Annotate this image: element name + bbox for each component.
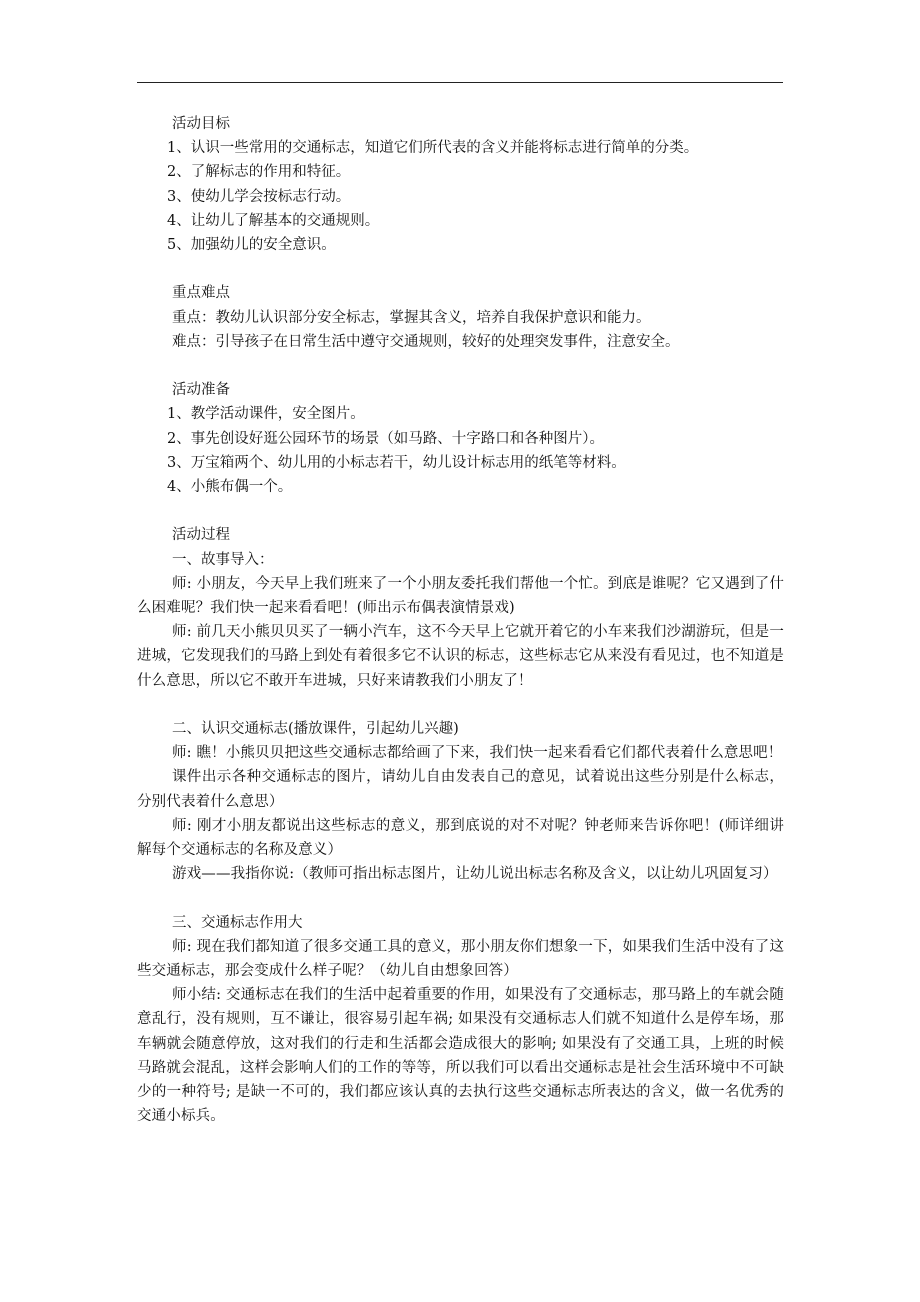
key-point-item: 重点：教幼儿认识部分安全标志，掌握其含义，培养自我保护意识和能力。 bbox=[172, 309, 651, 326]
process-part3-section bbox=[137, 911, 784, 1129]
process-part1-paragraph: 师: 前几天小熊贝贝买了一辆小汽车，这不今天早上它就开着它的小车来我们沙湖游玩，但是一进城，它发现我们的马路上到处有着很多它不认识的标志，这些标志它从来没有看见过，也不知道是什么意思，所以它不敢开车进城，只好来请教我们小朋友了！ bbox=[137, 624, 784, 689]
process-section bbox=[137, 523, 784, 692]
preparation-section bbox=[167, 378, 784, 499]
process-part2-paragraph: 师: 刚才小朋友都说出这些标志的意义，那到底说的对不对呢？钟老师来告诉你吧！(师详细讲解每个交通标志的名称及意义） bbox=[137, 817, 784, 859]
preparation-item: 1、教学活动课件，安全图片。 bbox=[167, 406, 365, 423]
goals-item: 5、加强幼儿的安全意识。 bbox=[167, 237, 336, 254]
preparation-item: 3、万宝箱两个、幼儿用的小标志若干，幼儿设计标志用的纸笔等材料。 bbox=[167, 454, 626, 471]
key-point-item: 难点：引导孩子在日常生活中遵守交通规则，较好的处理突发事件，注意安全。 bbox=[172, 333, 680, 350]
preparation-heading: 活动准备 bbox=[172, 382, 230, 399]
preparation-item: 2、事先创设好逛公园环节的场景（如马路、十字路口和各种图片）。 bbox=[167, 430, 604, 447]
process-part3-paragraph: 师: 现在我们都知道了很多交通工具的意义，那小朋友你们想象一下，如果我们生活中没有了这些交通标志，那会变成什么样子呢？（幼儿自由想象回答） bbox=[137, 938, 784, 980]
goals-heading: 活动目标 bbox=[172, 116, 230, 132]
process-part3-title: 三、交通标志作用大 bbox=[172, 914, 303, 931]
goals-section bbox=[167, 112, 784, 257]
process-part1-paragraph: 师: 小朋友，今天早上我们班来了一个小朋友委托我们帮他一个忙。到底是谁呢？它又遇到了什么困难呢？我们快一起来看看吧！(师出示布偶表演情景戏) bbox=[137, 575, 784, 617]
goals-item: 2、了解标志的作用和特征。 bbox=[167, 164, 351, 181]
header-rule bbox=[137, 82, 783, 83]
process-part3-paragraph: 师小结: 交通标志在我们的生活中起着重要的作用，如果没有了交通标志，那马路上的车就会随意乱行，没有规则，互不谦让，很容易引起车祸; 如果没有交通标志人们就不知道什么是停车场，那车辆就会随意停放，这对我们的行走和生活都会造成很大的影响; 如果没有了交通工具，上班的时候马路就会混乱，这样会影响人们的工作的等等，所以我们可以看出交通标志是社会生活环境中不可缺少的一种符号; 是缺一不可的，我们都应该认真的去执行这些交通标志所表达的含义，做一名优秀的交通小标兵。 bbox=[137, 987, 784, 1125]
process-part2-title: 二、认识交通标志(播放课件，引起幼儿兴趣) bbox=[172, 721, 459, 738]
key-points-heading: 重点难点 bbox=[172, 285, 230, 302]
goals-item: 1、认识一些常用的交通标志，知道它们所代表的含义并能将标志进行简单的分类。 bbox=[167, 140, 699, 157]
document-content bbox=[137, 112, 784, 1153]
process-part1-title: 一、故事导入： bbox=[172, 551, 274, 568]
process-part2-section bbox=[137, 717, 784, 886]
preparation-item: 4、小熊布偶一个。 bbox=[167, 479, 293, 496]
process-part2-paragraph: 课件出示各种交通标志的图片，请幼儿自由发表自己的意见，试着说出这些分别是什么标志，分别代表着什么意思） bbox=[137, 769, 784, 810]
goals-item: 4、让幼儿了解基本的交通规则。 bbox=[167, 212, 380, 229]
process-part2-paragraph: 游戏——我指你说:（教师可指出标志图片，让幼儿说出标志名称及含义，以让幼儿巩固复习） bbox=[172, 866, 778, 883]
process-part2-paragraph: 师: 瞧！小熊贝贝把这些交通标志都给画了下来，我们快一起来看看它们都代表着什么意思吧！ bbox=[172, 745, 783, 762]
process-heading: 活动过程 bbox=[172, 527, 230, 544]
key-points-section bbox=[172, 281, 784, 354]
goals-item: 3、使幼儿学会按标志行动。 bbox=[167, 188, 351, 205]
